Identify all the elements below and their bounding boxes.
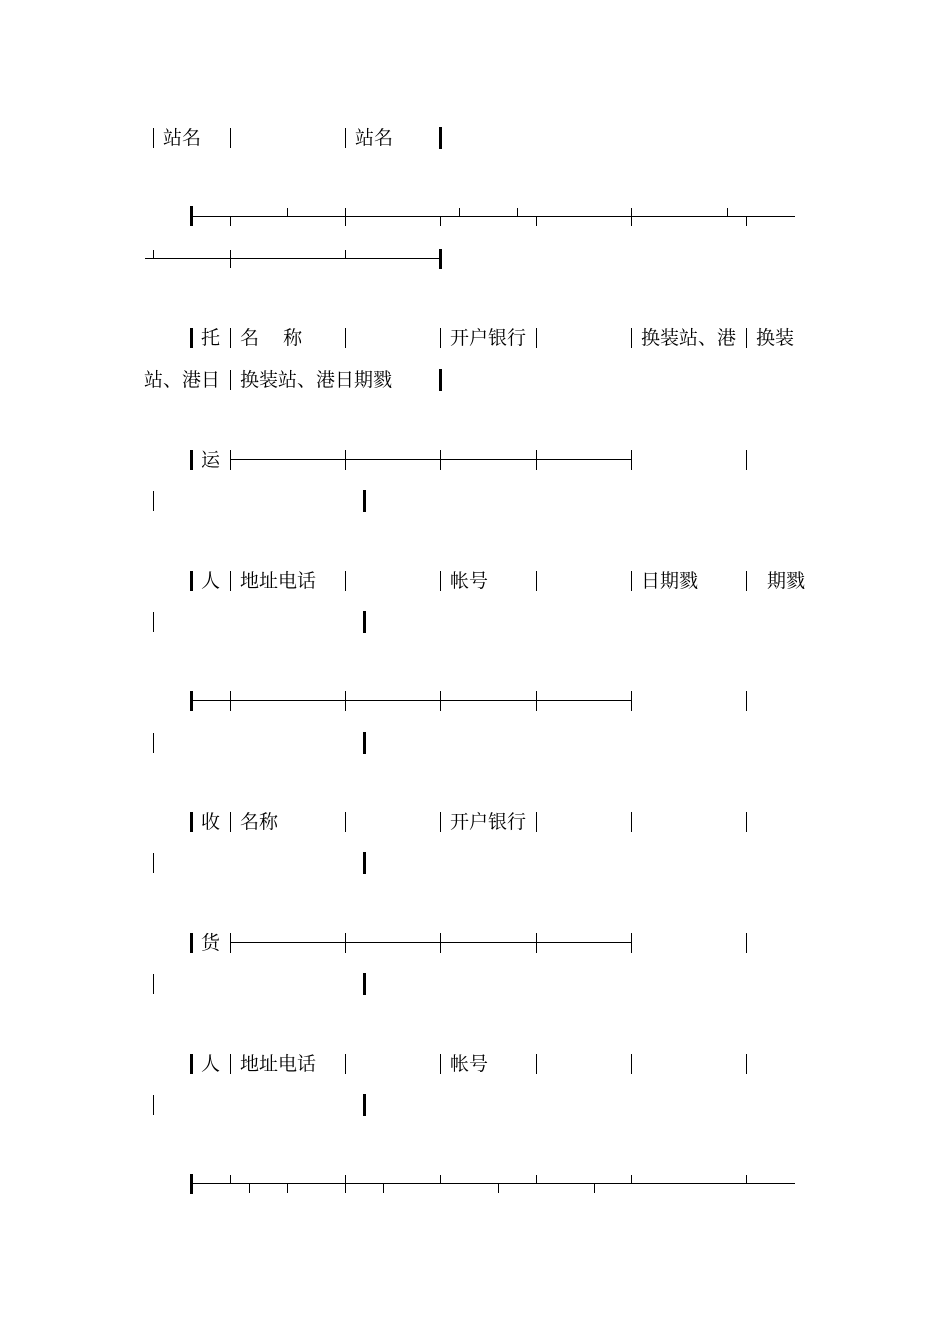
cell-border [536, 933, 537, 953]
line-tick [190, 691, 193, 711]
cell-border [190, 1054, 193, 1074]
cell-border [439, 369, 442, 391]
line-tick [746, 1175, 747, 1184]
cell-border [440, 450, 441, 470]
cell-border [190, 450, 193, 470]
cell-border [440, 933, 441, 953]
shipper-address-label: 地址电话 [240, 570, 317, 592]
cell-border [746, 328, 747, 348]
transfer-station-label: 换装站、港 [641, 327, 737, 349]
line-tick [440, 216, 441, 226]
station-name-label: 站名 [163, 127, 202, 149]
cell-border [631, 1054, 632, 1074]
line-tick [631, 208, 632, 226]
cell-border [363, 732, 366, 754]
cell-border [345, 812, 346, 832]
line-tick [439, 249, 442, 269]
line-tick [345, 208, 346, 226]
line-tick [230, 1175, 231, 1184]
line-tick [536, 1175, 537, 1184]
cell-border [440, 1054, 441, 1074]
cell-border [230, 571, 231, 591]
cell-border [345, 1054, 346, 1074]
cell-border [536, 450, 537, 470]
cell-border [345, 328, 346, 348]
line-tick [287, 208, 288, 217]
line-tick [230, 691, 231, 711]
cell-border [631, 571, 632, 591]
cell-border [440, 328, 441, 348]
line-tick [287, 1183, 288, 1193]
consignee-account-label: 帐号 [450, 1053, 489, 1075]
cell-border [345, 933, 346, 953]
cell-border [536, 328, 537, 348]
line-tick [746, 216, 747, 226]
cell-border [153, 1095, 154, 1115]
cell-border [631, 933, 632, 953]
line-tick [345, 1175, 346, 1193]
transfer-date-label: 换装站、港日期戮 [240, 369, 393, 391]
line-tick [230, 250, 231, 268]
line-tick [190, 1174, 193, 1194]
horizontal-rule [190, 216, 795, 217]
cell-border [230, 450, 231, 470]
cell-border [153, 128, 154, 148]
consignee-bank-label: 开户银行 [450, 811, 527, 833]
cell-border [440, 571, 441, 591]
shipper-side-label: 运 [201, 449, 221, 471]
line-tick [536, 691, 537, 711]
horizontal-rule [190, 700, 632, 701]
line-tick [631, 1175, 632, 1184]
line-tick [345, 250, 346, 259]
transfer-station-label-b: 换装 [756, 327, 795, 349]
cell-border [230, 812, 231, 832]
line-tick [517, 208, 518, 217]
horizontal-rule [145, 258, 440, 259]
consignee-side-label: 人 [201, 1053, 221, 1075]
cell-border [230, 933, 231, 953]
cell-border [190, 812, 193, 832]
line-tick [536, 216, 537, 226]
cell-border [153, 853, 154, 873]
shipper-account-label: 帐号 [450, 570, 489, 592]
cell-border [439, 127, 442, 149]
cell-border [363, 490, 366, 512]
consignee-side-label: 货 [201, 932, 221, 954]
cell-border [345, 128, 346, 148]
cell-border [746, 571, 747, 591]
line-tick [459, 208, 460, 217]
cell-border [190, 328, 193, 348]
cell-border [631, 328, 632, 348]
line-tick [727, 208, 728, 217]
cell-border [536, 1054, 537, 1074]
horizontal-rule [190, 1183, 795, 1184]
cell-border [190, 571, 193, 591]
horizontal-rule [230, 459, 632, 460]
cell-border [230, 370, 231, 390]
station-name-label: 站名 [355, 127, 394, 149]
line-tick [383, 1183, 384, 1193]
cell-border [153, 974, 154, 994]
cell-border [631, 450, 632, 470]
cell-border [363, 852, 366, 874]
cell-border [746, 933, 747, 953]
cell-border [345, 571, 346, 591]
wrapped-text: 站、港日 [144, 369, 221, 391]
horizontal-rule [230, 942, 632, 943]
line-tick [746, 691, 747, 711]
cell-border [536, 812, 537, 832]
shipper-bank-label: 开户银行 [450, 327, 527, 349]
cell-border [153, 733, 154, 753]
shipper-name-label: 名 称 [240, 327, 303, 349]
line-tick [631, 691, 632, 711]
date-stamp-label: 日期戮 [641, 570, 699, 592]
cell-border [190, 933, 193, 953]
consignee-name-label: 名称 [240, 811, 279, 833]
shipper-side-label: 人 [201, 570, 221, 592]
line-tick [498, 1183, 499, 1193]
shipper-side-label: 托 [201, 327, 221, 349]
cell-border [746, 1054, 747, 1074]
line-tick [594, 1183, 595, 1193]
cell-border [345, 450, 346, 470]
line-tick [440, 691, 441, 711]
cell-border [746, 812, 747, 832]
cell-border [536, 571, 537, 591]
cell-border [153, 612, 154, 632]
cell-border [230, 128, 231, 148]
cell-border [440, 812, 441, 832]
cell-border [363, 973, 366, 995]
cell-border [363, 1094, 366, 1116]
consignee-side-label: 收 [201, 811, 221, 833]
line-tick [230, 216, 231, 226]
cell-border [230, 1054, 231, 1074]
line-tick [153, 250, 154, 259]
cell-border [363, 611, 366, 633]
cell-border [631, 812, 632, 832]
line-tick [345, 691, 346, 711]
date-stamp-label-b: 期戮 [767, 570, 806, 592]
cell-border [230, 328, 231, 348]
line-tick [440, 1175, 441, 1184]
cell-border [746, 450, 747, 470]
cell-border [153, 491, 154, 511]
line-tick [249, 1183, 250, 1193]
consignee-address-label: 地址电话 [240, 1053, 317, 1075]
